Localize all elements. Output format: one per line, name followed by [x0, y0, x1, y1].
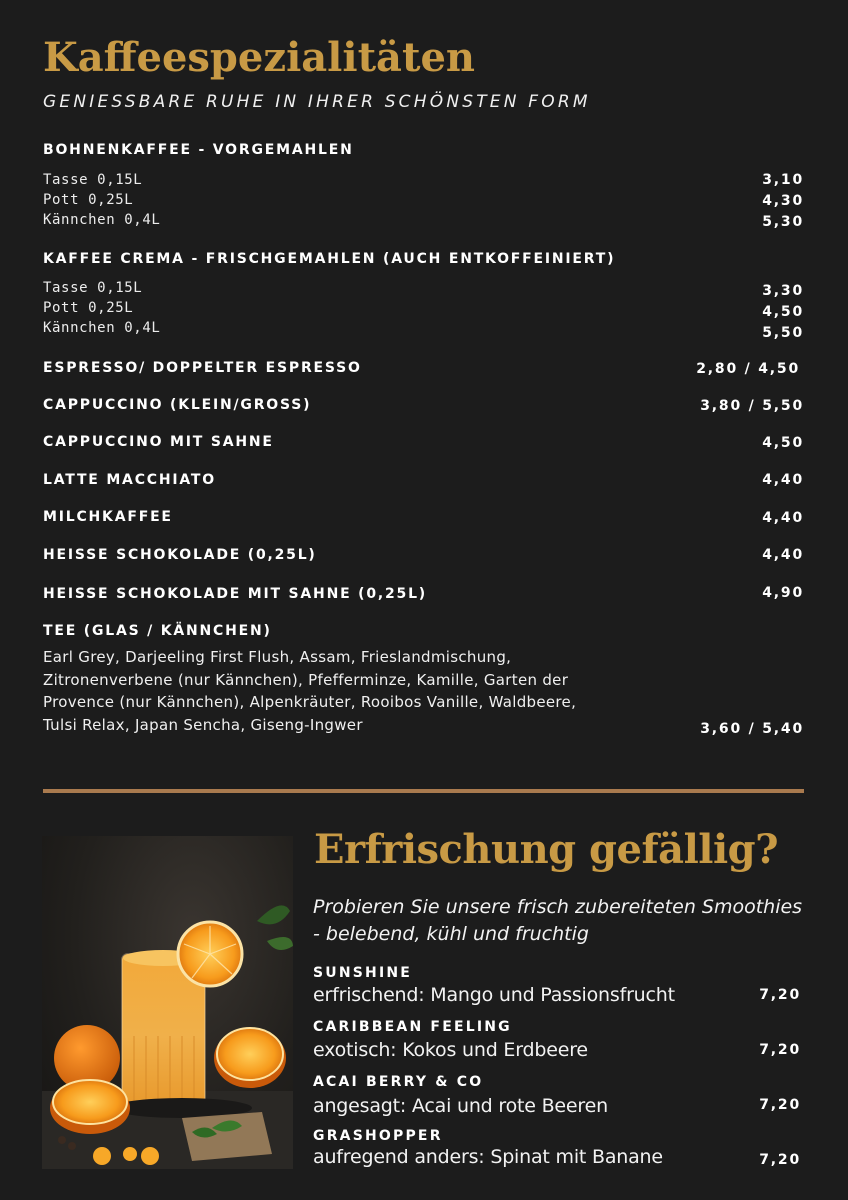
smoothie-desc: erfrischend: Mango und Passionsfrucht [313, 984, 675, 1006]
section-heading-bohnenkaffee: BOHNENKAFFEE - VORGEMAHLEN [43, 142, 354, 158]
tea-line: Provence (nur Kännchen), Alpenkräuter, Rooibos Vanille, Waldbeere, [43, 693, 577, 711]
menu-item-price: 4,40 [762, 472, 804, 488]
menu-item-label: Kännchen 0,4L [43, 212, 161, 228]
menu-item-milchkaffee: MILCHKAFFEE [43, 509, 173, 525]
smoothie-intro-line: - belebend, kühl und fruchtig [313, 923, 589, 945]
smoothie-name: SUNSHINE [313, 965, 413, 981]
menu-item-label: Tasse 0,15L [43, 280, 143, 296]
menu-item-price: 3,30 [762, 283, 804, 299]
tea-price: 3,60 / 5,40 [700, 721, 804, 737]
smoothie-name: GRASHOPPER [313, 1128, 443, 1144]
menu-item-price: 3,10 [762, 172, 804, 188]
menu-item-cappuccino-sahne: CAPPUCCINO MIT SAHNE [43, 434, 274, 450]
menu-item-price: 4,50 [762, 435, 804, 451]
menu-item-price: 4,40 [762, 547, 804, 563]
menu-item-label: Kännchen 0,4L [43, 320, 161, 336]
smoothie-name: CARIBBEAN FEELING [313, 1019, 512, 1035]
menu-item-heisse-schokolade-sahne: HEISSE SCHOKOLADE MIT SAHNE (0,25L) [43, 586, 427, 602]
menu-item-espresso: ESPRESSO/ DOPPELTER ESPRESSO [43, 360, 362, 376]
section-heading-tee: TEE (GLAS / KÄNNCHEN) [43, 623, 272, 639]
menu-item-cappuccino: CAPPUCCINO (KLEIN/GROSS) [43, 397, 312, 413]
menu-item-price: 5,50 [762, 325, 804, 341]
menu-item-latte-macchiato: LATTE MACCHIATO [43, 472, 216, 488]
smoothie-desc: angesagt: Acai und rote Beeren [313, 1095, 608, 1117]
smoothie-title: Erfrischung gefällig? [314, 826, 779, 873]
smoothie-photo [42, 836, 293, 1169]
smoothie-intro [313, 894, 813, 948]
smoothie-desc: aufregend anders: Spinat mit Banane [313, 1146, 663, 1168]
tea-line: Zitronenverbene (nur Kännchen), Pfefferminze, Kamille, Garten der [43, 670, 569, 689]
menu-item-label: Tasse 0,15L [43, 172, 143, 188]
menu-item-price: 3,80 / 5,50 [700, 398, 804, 414]
page-subtitle: GENIESSBARE RUHE IN IHRER SCHÖNSTEN FORM [43, 92, 591, 112]
smoothie-price: 7,20 [759, 987, 801, 1003]
menu-item-heisse-schokolade: HEISSE SCHOKOLADE (0,25L) [43, 547, 317, 563]
smoothie-name: ACAI BERRY & CO [313, 1074, 484, 1090]
menu-item-price: 5,30 [762, 214, 804, 230]
menu-item-label: Pott 0,25L [43, 192, 134, 208]
menu-item-price: 4,90 [762, 585, 804, 601]
smoothie-illustration [42, 836, 293, 1169]
menu-item-price: 4,50 [762, 304, 804, 320]
tea-description [43, 646, 643, 736]
smoothie-desc: exotisch: Kokos und Erdbeere [313, 1039, 588, 1061]
tea-line: Tulsi Relax, Japan Sencha, Giseng-Ingwer [43, 715, 363, 734]
smoothie-price: 7,20 [759, 1042, 801, 1058]
menu-item-price: 4,30 [762, 193, 804, 209]
section-heading-kaffee-crema: KAFFEE CREMA - FRISCHGEMAHLEN (AUCH ENTKOFFEINIERT) [43, 251, 616, 267]
section-divider [43, 789, 804, 793]
menu-item-label: Pott 0,25L [43, 300, 134, 316]
menu-item-price: 2,80 / 4,50 [696, 361, 800, 377]
smoothie-intro-line: Probieren Sie unsere frisch zubereiteten Smoothies [313, 896, 803, 918]
smoothie-price: 7,20 [759, 1152, 801, 1168]
menu-item-price: 4,40 [762, 510, 804, 526]
tea-line: Earl Grey, Darjeeling First Flush, Assam, Frieslandmischung, [43, 648, 512, 666]
smoothie-price: 7,20 [759, 1097, 801, 1113]
page-title: Kaffeespezialitäten [43, 34, 475, 81]
